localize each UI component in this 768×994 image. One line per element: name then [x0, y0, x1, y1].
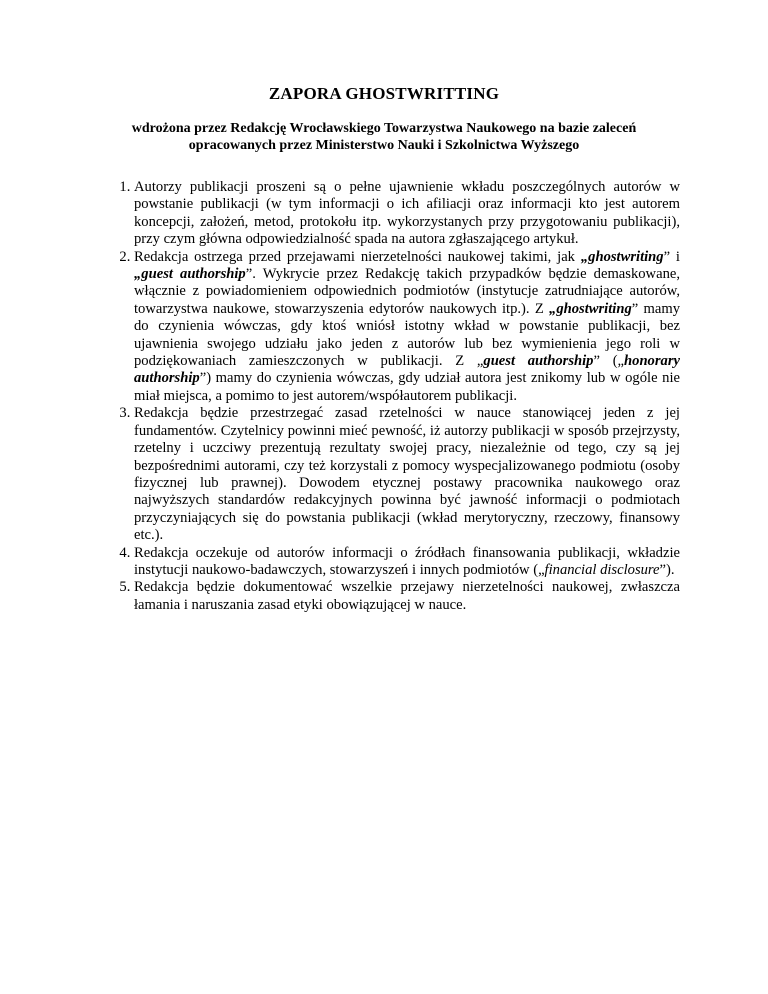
term-emphasis: honorary authorship — [134, 353, 680, 387]
rule-item-4 — [134, 545, 680, 580]
rule-item-1 — [134, 179, 680, 249]
document-title: ZAPORA GHOSTWRITTING — [268, 84, 500, 103]
term-emphasis: „ghostwriting — [549, 300, 632, 317]
document-subtitle: wdrożona przez Redakcję Wrocławskiego Towarzystwa Naukowego na bazie zaleceń opracowanych przez Ministerstwo Nauki i Szkolnictwa Wyższego — [131, 121, 637, 153]
rule-item-3 — [134, 405, 680, 544]
term-emphasis: guest authorship — [483, 353, 594, 370]
rule-text: ”. Wykrycie przez Redakcję takich przypadków będzie demaskowane, włącznie z powiadomieniem odpowiednich podmiotów (instytucje zatrudniające autorów, towarzystwa naukowe, stowarzyszenia edytorów naukowych itp.). Z — [134, 266, 680, 317]
term-emphasis: financial disclosure — [544, 561, 660, 578]
rule-text: Redakcja ostrzega przed przejawami nierzetelności naukowej takimi, jak — [134, 248, 581, 265]
term-emphasis: „ghostwriting — [580, 248, 664, 265]
rule-text: Redakcja będzie dokumentować wszelkie przejawy nierzetelności naukowej, zwłaszcza łamania i naruszania zasad etyki obowiązującej w nauce. — [134, 579, 680, 613]
rule-text: ”). — [659, 561, 675, 578]
rule-text: ” i — [663, 248, 680, 265]
rule-text: Redakcja oczekuje od autorów informacji o źródłach finansowania publikacji, wkładzie instytucji naukowo-badawczych, stowarzyszeń i innych podmiotów („ — [134, 544, 680, 578]
rule-text: ” („ — [593, 353, 625, 370]
rule-text: ” mamy do czynienia wówczas, gdy ktoś wniósł istotny wkład w powstanie publikacji, bez ujawnienia swojego udziału jako jeden z autorów lub bez wymienienia jego roli w podziękowaniach zamieszczonych w publikacji. Z „ — [134, 300, 680, 370]
rule-item-5 — [134, 579, 680, 614]
term-emphasis: „guest authorship — [134, 266, 246, 283]
rule-text: Redakcja będzie przestrzegać zasad rzetelności w nauce stanowiącej jeden z jej fundamentów. Czytelnicy powinni mieć pewność, iż autorzy publikacji w sposób przejrzysty, rzetelny i uczciwy prezentują rezultaty swojej pracy, niezależnie od tego, czy są jej bezpośrednimi autorami, czy też korzystali z pomocy wyspecjalizowanego podmiotu (osoby fizycznej lub prawnej). Dowodem etycznej postawy pracownika naukowego oraz najwyższych standardów redakcyjnych powinna być jawność informacji o podmiotach przyczyniających się do powstania publikacji (wkład merytoryczny, rzeczowy, finansowy etc.). — [134, 405, 680, 544]
rule-item-2 — [134, 249, 680, 406]
rules-list — [108, 179, 680, 614]
rule-text: ”) mamy do czynienia wówczas, gdy udział autora jest znikomy lub w ogóle nie miał miejsca, a pomimo to jest autorem/współautorem publikacji. — [134, 370, 680, 404]
rule-text: Autorzy publikacji proszeni są o pełne ujawnienie wkładu poszczególnych autorów w powstanie publikacji (w tym informacji o ich afiliacji oraz informacji kto jest autorem koncepcji, założeń, metod, protokołu itp. wykorzystanych przy przygotowaniu publikacji), przy czym główna odpowiedzialność spada na autora zgłaszającego artykuł. — [134, 179, 680, 248]
